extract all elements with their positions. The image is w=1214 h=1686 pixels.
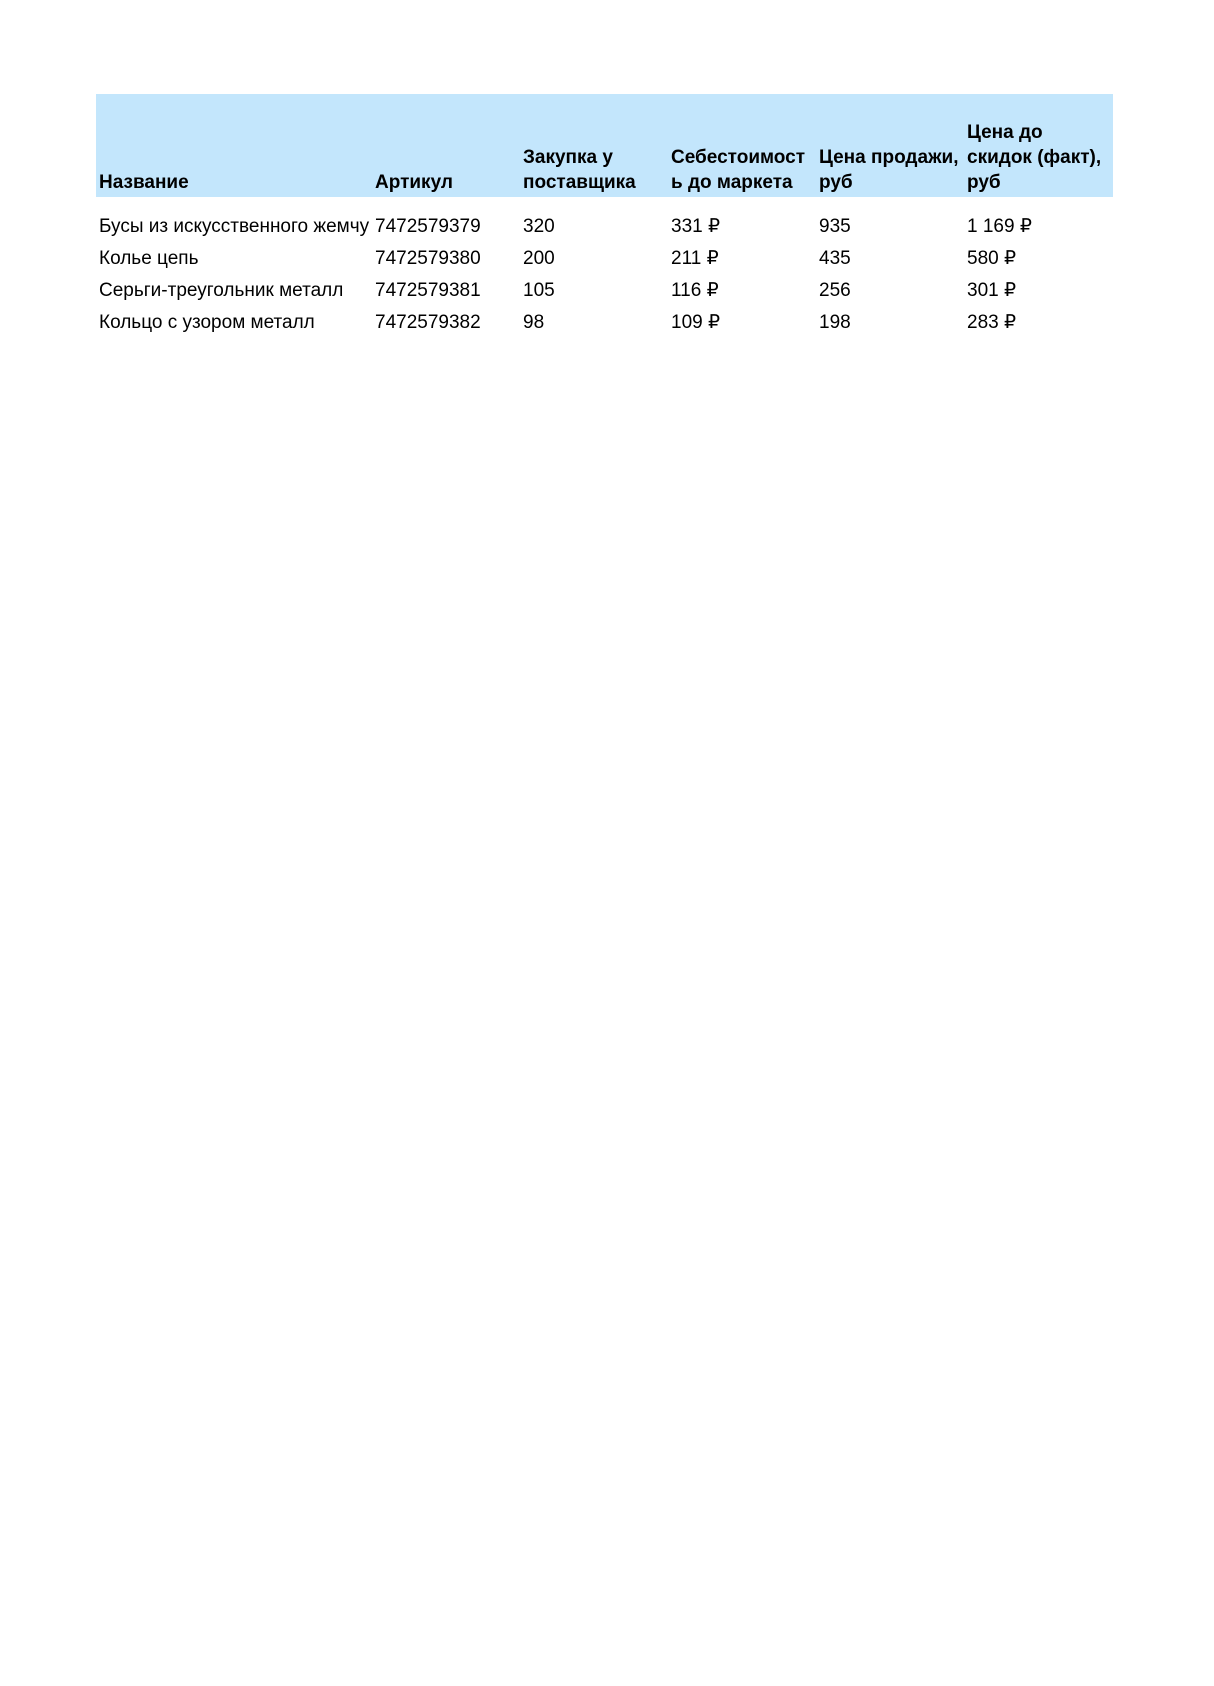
cell-cost-to-market: 116 ₽ — [671, 279, 719, 301]
header-cost-to-market: Себестоимост ь до маркета — [671, 147, 806, 193]
cell-name: Бусы из искусственного жемчу — [99, 215, 370, 237]
cell-name: Серьги-треугольник металл — [99, 279, 344, 301]
table-row — [96, 274, 1113, 306]
cell-article: 7472579379 — [375, 215, 481, 237]
cell-supplier-purchase: 320 — [523, 215, 555, 237]
header-supplier-purchase: Закупка у поставщика — [523, 147, 636, 193]
cell-article: 7472579380 — [375, 247, 481, 269]
cell-price-before-discount: 301 ₽ — [967, 279, 1017, 301]
header-price-before-discount: Цена до скидок (факт), руб — [967, 122, 1102, 193]
cell-sale-price: 935 — [819, 215, 851, 237]
spreadsheet-table — [96, 94, 1113, 338]
cell-cost-to-market: 211 ₽ — [671, 247, 719, 269]
cell-supplier-purchase: 105 — [523, 279, 555, 301]
cell-price-before-discount: 1 169 ₽ — [967, 215, 1032, 237]
header-name: Название — [99, 172, 189, 193]
cell-sale-price: 256 — [819, 279, 851, 301]
table-row — [96, 306, 1113, 338]
cell-cost-to-market: 109 ₽ — [671, 311, 721, 333]
cell-supplier-purchase: 200 — [523, 247, 555, 269]
cell-name: Колье цепь — [99, 247, 199, 269]
header-sale-price: Цена продажи, руб — [819, 147, 959, 193]
cell-name: Кольцо с узором металл — [99, 311, 315, 333]
table-header-row — [96, 94, 1113, 197]
cell-supplier-purchase: 98 — [523, 311, 545, 333]
header-spacer — [96, 197, 1113, 210]
table-row — [96, 242, 1113, 274]
cell-sale-price: 198 — [819, 311, 851, 333]
header-article: Артикул — [375, 172, 453, 193]
cell-article: 7472579382 — [375, 311, 481, 333]
cell-cost-to-market: 331 ₽ — [671, 215, 721, 237]
cell-price-before-discount: 580 ₽ — [967, 247, 1017, 269]
cell-article: 7472579381 — [375, 279, 481, 301]
cell-sale-price: 435 — [819, 247, 851, 269]
cell-price-before-discount: 283 ₽ — [967, 311, 1017, 333]
table-row — [96, 210, 1113, 242]
